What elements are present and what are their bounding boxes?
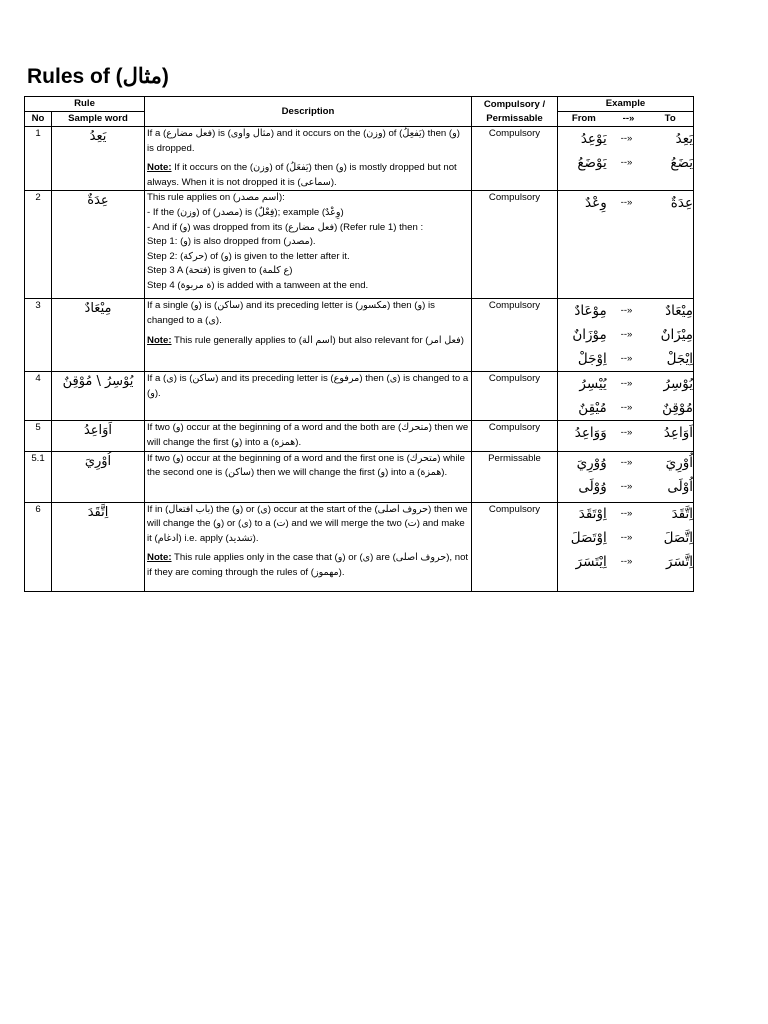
- example-row: [558, 527, 693, 551]
- example-arrow: --»: [620, 197, 633, 209]
- rule-status: Compulsory: [472, 502, 558, 591]
- description-line: Step 1: (و) is also dropped from (مصدر).: [147, 236, 316, 248]
- rule-number: 6: [25, 502, 52, 591]
- example-row: [558, 323, 693, 347]
- examples-cell: [558, 372, 694, 421]
- example-to: يَعِدُ: [675, 130, 694, 147]
- description-line: Note: This rule generally applies to (اسم الة) but also relevant for (فعل امر): [147, 334, 464, 346]
- rules-body: [25, 127, 694, 592]
- examples-cell: [558, 421, 694, 451]
- table-row: [25, 299, 694, 372]
- page-title: Rules of (مثال): [27, 65, 169, 88]
- rule-number: 5: [25, 421, 52, 451]
- table-row: [25, 451, 694, 502]
- description-line: If a (فعل مضارع) is (مثال واوی) and it occurs on the (وزن) of (يَفعِلُ) then (و) is dropped.: [147, 128, 460, 154]
- description-line: Step 2: (حركة) of (و) is given to the letter after it.: [147, 250, 350, 262]
- table-row: [25, 372, 694, 421]
- note-label: Note:: [147, 334, 172, 346]
- rule-status: Compulsory: [472, 299, 558, 372]
- table-row: [25, 191, 694, 299]
- examples-cell: [558, 451, 694, 502]
- example-to: اِتَّقَدَ: [671, 506, 694, 523]
- example-from: اِوْتَقَدَ: [578, 506, 607, 523]
- header-example-subcols: [558, 112, 694, 127]
- example-row: [558, 372, 693, 396]
- examples-cell: [558, 299, 694, 372]
- example-to: مِيْعَادٌ: [665, 303, 694, 320]
- example-to: اُوْرِيَ: [665, 455, 694, 472]
- example-to: اِتَّسَرَ: [666, 554, 694, 571]
- description-line: Step 3 A (فتحة) is given to (ع كلمة): [147, 265, 293, 277]
- description-line: Note: If it occurs on the (وزن) of (يَفعَلُ) then (و) is mostly dropped but not always. When it is not dropped it is (سماعی).: [147, 162, 457, 188]
- header-rule: Rule: [25, 97, 145, 112]
- description-line: This rule applies on (اسم مصدر):: [147, 192, 285, 204]
- example-arrow: --»: [620, 156, 633, 168]
- example-row: [558, 151, 693, 175]
- description-line: If in (باب افتعال) the (و) or (ی) occur at the start of the (حروف اصلی) then we will change the (و) or (ی) to a (ت) and we will merge the two (ت) and make it (ادغام) i.e. apply (تشديد).: [147, 503, 468, 544]
- sample-word: يَعِدُ: [52, 127, 145, 191]
- example-arrow: --»: [620, 329, 633, 341]
- rule-number: 1: [25, 127, 52, 191]
- example-from: مُيْقِنٌ: [578, 400, 607, 417]
- example-from: وُوْرِيَ: [576, 455, 607, 472]
- example-from: اِوْجَلْ: [577, 351, 607, 368]
- header-to: To: [664, 113, 676, 124]
- examples-cell: [558, 502, 694, 591]
- example-row: [558, 452, 693, 476]
- example-row: [558, 191, 693, 215]
- header-from: From: [571, 113, 596, 124]
- rule-status: Compulsory: [472, 421, 558, 451]
- sample-word: عِدَةٌ: [52, 191, 145, 299]
- example-row: [558, 127, 693, 151]
- example-from: مِوْزَانٌ: [572, 327, 607, 344]
- example-to: عِدَةٌ: [670, 195, 694, 212]
- rule-status: Compulsory: [472, 191, 558, 299]
- example-arrow: --»: [620, 305, 633, 317]
- example-from: يَوْعِدُ: [580, 130, 607, 147]
- description-line: If two (و) occur at the beginning of a word and the first one is (متحرك) while the second one is (ساكن) then we will change the first (و) into a (همزة).: [147, 452, 465, 479]
- example-to: يُوْسِرُ: [663, 376, 694, 393]
- example-arrow: --»: [620, 457, 633, 469]
- rule-number: 5.1: [25, 451, 52, 502]
- example-row: [558, 421, 693, 445]
- rule-description: [145, 502, 472, 591]
- rule-number: 4: [25, 372, 52, 421]
- sample-word: اُوْرِيَ: [52, 451, 145, 502]
- example-to: اِيْجَلْ: [666, 351, 694, 368]
- sample-word: اِتَّقَدَ: [52, 502, 145, 591]
- header-sample-word: Sample word: [52, 112, 145, 127]
- examples-cell: [558, 127, 694, 191]
- description-line: Note: This rule applies only in the case that (و) or (ی) are (حروف اصلی), not if they are coming through the rules of (مهموز).: [147, 552, 469, 578]
- example-arrow: --»: [620, 402, 633, 414]
- example-from: وِعْدٌ: [585, 195, 607, 212]
- sample-word: اَوَاعِدُ: [52, 421, 145, 451]
- rule-number: 2: [25, 191, 52, 299]
- rule-description: [145, 299, 472, 372]
- rule-description: [145, 191, 472, 299]
- example-from: اِوْتَصَلَ: [570, 530, 607, 547]
- rule-status: Compulsory: [472, 372, 558, 421]
- header-no: No: [25, 112, 52, 127]
- note-label: Note:: [147, 552, 172, 564]
- example-to: مُوْقِنٌ: [662, 400, 694, 417]
- rule-description: [145, 127, 472, 191]
- example-from: يَوْضَعُ: [577, 154, 607, 171]
- example-arrow: --»: [620, 481, 633, 493]
- description-line: If two (و) occur at the beginning of a word and the both are (متحرك) then we will change the first (و) into a (همزة).: [147, 422, 469, 448]
- rule-number: 3: [25, 299, 52, 372]
- example-row: [558, 299, 693, 323]
- description-line: - If the (وزن) of (مصدر) is (فِعْلٌ); example (وِعْدٌ): [147, 206, 344, 218]
- example-row: [558, 476, 693, 500]
- rule-status: Permissable: [472, 451, 558, 502]
- table-row: [25, 127, 694, 191]
- example-row: [558, 551, 693, 575]
- rule-description: [145, 421, 472, 451]
- example-from: اِيْتَسَرَ: [575, 554, 607, 571]
- note-label: Note:: [147, 162, 172, 174]
- example-from: يُيْسِرُ: [579, 376, 607, 393]
- description-line: - And if (و) was dropped from its (فعل مضارع) (Refer rule 1) then :: [147, 221, 424, 233]
- rules-table: [24, 96, 694, 592]
- table-row: [25, 502, 694, 591]
- header-description: Description: [145, 97, 472, 127]
- example-row: [558, 347, 693, 371]
- example-to: اَوَاعِدُ: [663, 425, 694, 442]
- example-row: [558, 503, 693, 527]
- description-line: Step 4 (ة مربوة) is added with a tanween at the end.: [147, 279, 369, 291]
- example-arrow: --»: [620, 353, 633, 365]
- header-status: Compulsory / Permissable: [472, 97, 558, 127]
- example-from: مِوْعَادٌ: [574, 303, 607, 320]
- description-line: If a single (و) is (ساكن) and its preceding letter is (مكسور) then (و) is changed to a (ی).: [147, 300, 435, 326]
- sample-word: يُوْسِرُ \ مُوْقِنٌ: [52, 372, 145, 421]
- example-to: مِيْزَانٌ: [660, 327, 694, 344]
- example-arrow: --»: [620, 378, 633, 390]
- example-arrow: --»: [620, 532, 633, 544]
- examples-cell: [558, 191, 694, 299]
- example-arrow: --»: [620, 132, 633, 144]
- example-row: [558, 396, 693, 420]
- example-from: وُوْلَى: [578, 479, 607, 496]
- example-arrow: --»: [620, 427, 633, 439]
- description-line: If a (ی) is (ساكن) and its preceding letter is (مرفوع) then (ی) is changed to a (و).: [147, 373, 469, 399]
- example-to: اِتَّصَلَ: [663, 530, 694, 547]
- example-from: وَوَاعِدُ: [574, 425, 607, 442]
- example-to: اُوْلَى: [667, 479, 694, 496]
- example-arrow: --»: [620, 556, 633, 568]
- sample-word: مِيْعَادٌ: [52, 299, 145, 372]
- rule-description: [145, 451, 472, 502]
- table-row: [25, 421, 694, 451]
- rule-status: Compulsory: [472, 127, 558, 191]
- example-arrow: --»: [620, 508, 633, 520]
- rule-description: [145, 372, 472, 421]
- header-arrow: --»: [622, 113, 635, 124]
- example-to: يَضَعُ: [670, 154, 694, 171]
- header-example: Example: [558, 97, 694, 112]
